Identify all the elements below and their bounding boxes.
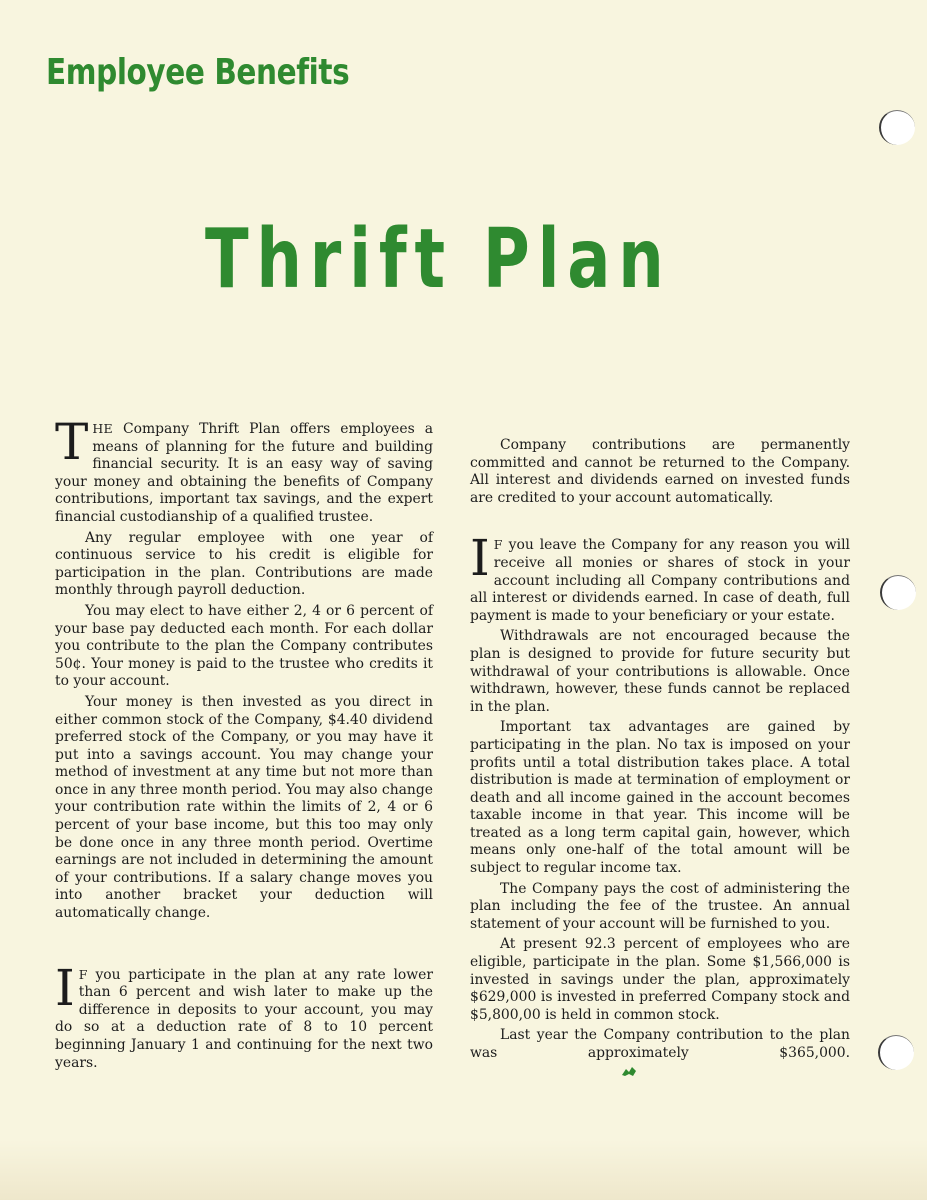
paragraph	[470, 529, 851, 625]
paragraph: Any regular employee with one year of continuous service to his credit is eligible for participation in the plan. Contributions are made monthly through payroll deduction.	[55, 529, 433, 599]
binder-hole-middle	[880, 575, 916, 610]
page-edge-shadow	[0, 1140, 927, 1200]
paragraph: Withdrawals are not encouraged because the plan is designed to provide for future security but withdrawal of your contributions is allowable. Once withdrawn, however, these funds cannot be replaced in the plan.	[470, 628, 850, 715]
paragraph: At present 92.3 percent of employees who are eligible, participate in the plan. Some $1,566,000 is invested in savings under the plan, approximately $629,000 is invested in preferred Company stock and $5,800,00 is held in common stock.	[470, 936, 850, 1023]
paragraph: Important tax advantages are gained by participating in the plan. No tax is imposed on your profits until a total distribution takes place. A total distribution is made at termination of employment or death and all income gained in the account becomes taxable income in that year. This income will be treated as a long term capital gain, however, which means only one-half of the total amount will be subject to regular income tax.	[470, 719, 850, 877]
paragraph	[55, 413, 434, 527]
paragraph-text: Company Thrift Plan offers employees a means of planning for the future and building financial security. It is an easy way of saving your money and obtaining the benefits of Company contributions, important tax savings, and the expert financial custodianship of a qualified trustee.	[55, 421, 434, 525]
paragraph: The Company pays the cost of administering the plan including the fee of the trustee. An annual statement of your account will be furnished to you.	[470, 880, 850, 932]
drop-cap: T	[55, 413, 89, 471]
lead-in: HE	[92, 421, 113, 436]
drop-cap: I	[470, 529, 490, 588]
end-mark-icon	[620, 1065, 638, 1077]
paragraph-text: Last year the Company contribution to the plan was approximately $365,000.	[470, 1027, 850, 1061]
drop-cap: I	[55, 958, 75, 1017]
paragraph	[470, 1027, 850, 1080]
lead-in: F	[493, 537, 503, 553]
binder-hole-bottom	[878, 1035, 914, 1070]
section-label: Employee Benefits	[46, 52, 350, 93]
paragraph-text: you leave the Company for any reason you will receive all monies or shares of stock in your account including all Company contributions and all interest or dividends earned. In case of death, full payment is made to your beneficiary or your estate.	[470, 537, 851, 624]
right-column	[470, 437, 850, 1083]
left-column	[55, 413, 434, 1075]
paragraph: Your money is then invested as you direct in either common stock of the Company, $4.40 dividend preferred stock of the Company, or you may have it put into a savings account. You may change your method of investment at any time but not more than once in any three month period. You may also change your contribution rate within the limits of 2, 4 or 6 percent of your base income, but this too may only be done once in any three month period. Overtime earnings are not included in determining the amount of your contributions. If a salary change moves you into another bracket your deduction will automatically change.	[55, 693, 433, 922]
binder-hole-top	[879, 110, 915, 145]
paragraph	[55, 958, 433, 1073]
paragraph-text: you participate in the plan at any rate lower than 6 percent and wish later to make up the difference in deposits to your account, you may do so at a deduction rate of 8 to 10 percent beginning January 1 and continuing for the next two years.	[55, 966, 433, 1071]
paragraph: Company contributions are permanently committed and cannot be returned to the Company. All interest and dividends earned on invested funds are credited to your account automatically.	[470, 437, 850, 506]
page-title: Thrift Plan	[205, 212, 672, 307]
lead-in: F	[78, 966, 88, 982]
paragraph: You may elect to have either 2, 4 or 6 percent of your base pay deducted each month. For each dollar you contribute to the plan the Company contributes 50¢. Your money is paid to the trustee who credits it to your account.	[55, 602, 433, 690]
